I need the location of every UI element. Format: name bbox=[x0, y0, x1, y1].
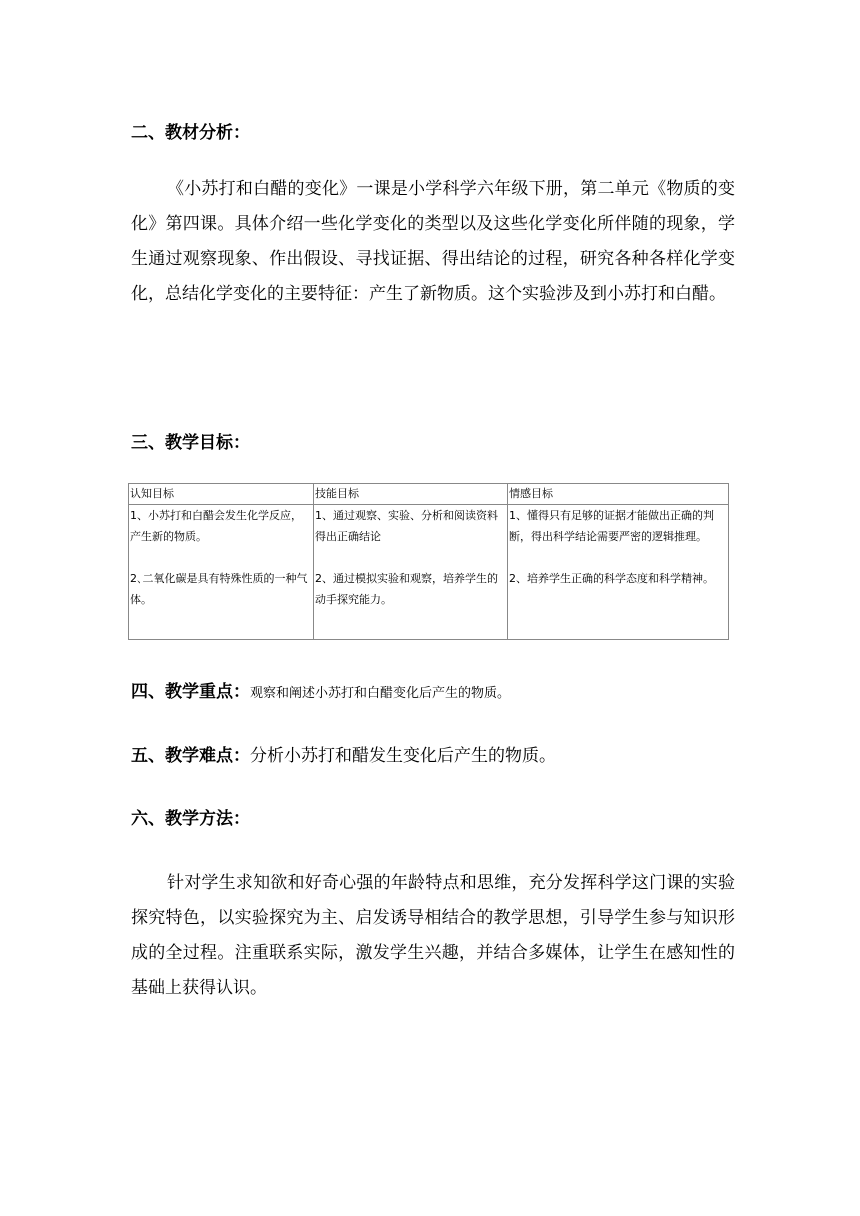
section-key-point bbox=[131, 677, 510, 702]
section-heading-key-point: 四、教学重点： bbox=[131, 682, 250, 702]
teaching-goals-table bbox=[128, 483, 729, 640]
table-header-skill: 技能目标 bbox=[314, 484, 508, 505]
section-difficulty bbox=[131, 741, 556, 766]
table-header-cognitive: 认知目标 bbox=[129, 484, 314, 505]
section-heading-difficulty: 五、教学难点： bbox=[131, 746, 250, 766]
section-heading-analysis: 二、教材分析： bbox=[131, 123, 250, 143]
table-header-row bbox=[129, 484, 729, 505]
analysis-paragraph: 《小苏打和白醋的变化》一课是小学科学六年级下册，第二单元《物质的变化》第四课。具体介绍一些化学变化的类型以及这些化学变化所伴随的现象，学生通过观察现象、作出假设、寻找证据、得出结论的过程，研究各种各样化学变化，总结化学变化的主要特征：产生了新物质。这个实验涉及到小苏打和白醋。 bbox=[131, 179, 735, 304]
difficulty-text: 分析小苏打和醋发生变化后产生的物质。 bbox=[250, 746, 556, 766]
skill-goals-cell bbox=[314, 505, 508, 640]
cognitive-goals-cell bbox=[129, 505, 314, 640]
cognitive-goal-item: 2､二氧化碳是具有特殊性质的一种气体。 bbox=[130, 572, 308, 606]
emotion-goals-cell bbox=[508, 505, 729, 640]
section-heading-method: 六、教学方法： bbox=[131, 809, 250, 829]
skill-goal-item: 1、通过观察、实验、分析和阅读资料得出正确结论 bbox=[315, 509, 498, 543]
table-row bbox=[129, 505, 729, 640]
section-heading-goals: 三、教学目标： bbox=[131, 433, 250, 453]
key-point-text: 观察和阐述小苏打和白醋变化后产生的物质。 bbox=[250, 686, 511, 701]
method-paragraph: 针对学生求知欲和好奇心强的年龄特点和思维，充分发挥科学这门课的实验探究特色，以实验探究为主、启发诱导相结合的教学思想，引导学生参与知识形成的全过程。注重联系实际，激发学生兴趣，并结合多媒体，让学生在感知性的基础上获得认识。 bbox=[131, 873, 735, 998]
cognitive-goal-item: 1、小苏打和白醋会发生化学反应，产生新的物质。 bbox=[130, 509, 302, 543]
table-header-emotion: 情感目标 bbox=[508, 484, 729, 505]
emotion-goal-item: 2、培养学生正确的科学态度和科学精神。 bbox=[509, 572, 714, 585]
emotion-goal-item: 1、懂得只有足够的证据才能做出正确的判断，得出科学结论需要严密的逻辑推理。 bbox=[509, 509, 714, 543]
skill-goal-item: 2、通过模拟实验和观察，培养学生的动手探究能力。 bbox=[315, 572, 498, 606]
